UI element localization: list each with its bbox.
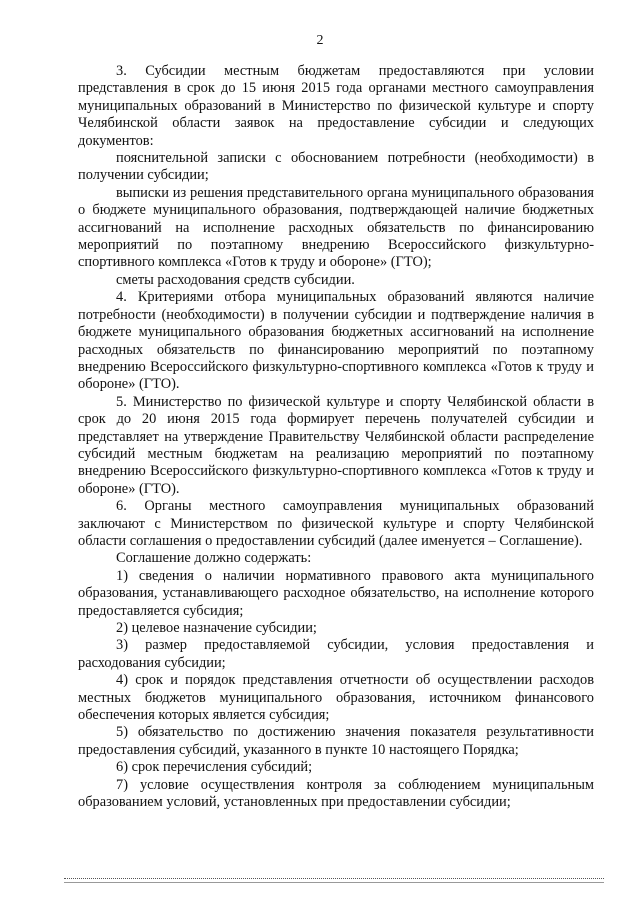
- footer-divider: [64, 878, 604, 879]
- paragraph-budget-extract: выписки из решения представительного органа муниципального образования о бюджете муниципального образования, подтверждающей наличие бюджетных ассигнований на исполнение расходных обязательств по финансированию мероприятий по поэтапному внедрению Всероссийского физкультурно-спортивного комплекса «Готов к труду и обороне» (ГТО);: [78, 184, 594, 271]
- page-number: 2: [316, 33, 324, 48]
- paragraph-5-ministry-list: 5. Министерство по физической культуре и спорту Челябинской области в срок до 20 июня 2015 года формирует перечень получателей субсидии и представляет на утверждение Правительству Челябинской области распределение субсидий местным бюджетам на реализацию мероприятий по поэтапному внедрению Всероссийского физкультурно-спортивного комплекса «Готов к труду и обороне» (ГТО).: [78, 393, 594, 497]
- paragraph-explanatory-note: пояснительной записки с обоснованием потребности (необходимости) в получении субсидии;: [78, 150, 594, 184]
- list-item-5: 5) обязательство по достижению значения показателя результативности предоставления субсидий, указанного в пункте 10 настоящего Порядка;: [78, 724, 594, 758]
- paragraph-expense-estimate: сметы расходования средств субсидии.: [116, 271, 355, 288]
- document-body: [78, 63, 594, 811]
- list-item-1: 1) сведения о наличии нормативного правового акта муниципального образования, устанавливающего расходное обязательство, на исполнение которого предоставляется субсидия;: [78, 567, 594, 619]
- list-item-2: 2) целевое назначение субсидии;: [116, 620, 317, 636]
- list-item-7: 7) условие осуществления контроля за соблюдением муниципальным образованием условий, установленных при предоставлении субсидии;: [78, 776, 594, 811]
- list-item-6: 6) срок перечисления субсидий;: [116, 759, 313, 776]
- list-item-3: 3) размер предоставляемой субсидии, условия предоставления и расходования субсидии;: [78, 637, 594, 671]
- paragraph-3-subsidy-conditions: 3. Субсидии местным бюджетам предоставляются при условии представления в срок до 15 июня 2015 года органами местного самоуправления муниципальных образований в Министерство по физической культуре и спорту Челябинской области заявок на предоставление субсидии и следующих документов:: [78, 63, 594, 149]
- footer-divider-secondary: [64, 882, 604, 883]
- paragraph-4-selection-criteria: 4. Критериями отбора муниципальных образований являются наличие потребности (необходимости) в получении субсидии и подтверждение наличия в бюджете муниципального образования бюджетных ассигнований на исполнение расходных обязательств по финансированию мероприятий по поэтапному внедрению Всероссийского физкультурно-спортивного комплекса «Готов к труду и обороне» (ГТО).: [78, 289, 594, 393]
- paragraph-agreement-contents: Соглашение должно содержать:: [116, 550, 312, 567]
- paragraph-6-agreements: 6. Органы местного самоуправления муниципальных образований заключают с Министерством по физической культуре и спорту Челябинской области соглашения о предоставлении субсидий (далее именуется – Соглашение).: [78, 498, 594, 549]
- list-item-4: 4) срок и порядок представления отчетности об осуществлении расходов местных бюджетов муниципального образования, источником финансового обеспечения которых является субсидия;: [78, 672, 594, 724]
